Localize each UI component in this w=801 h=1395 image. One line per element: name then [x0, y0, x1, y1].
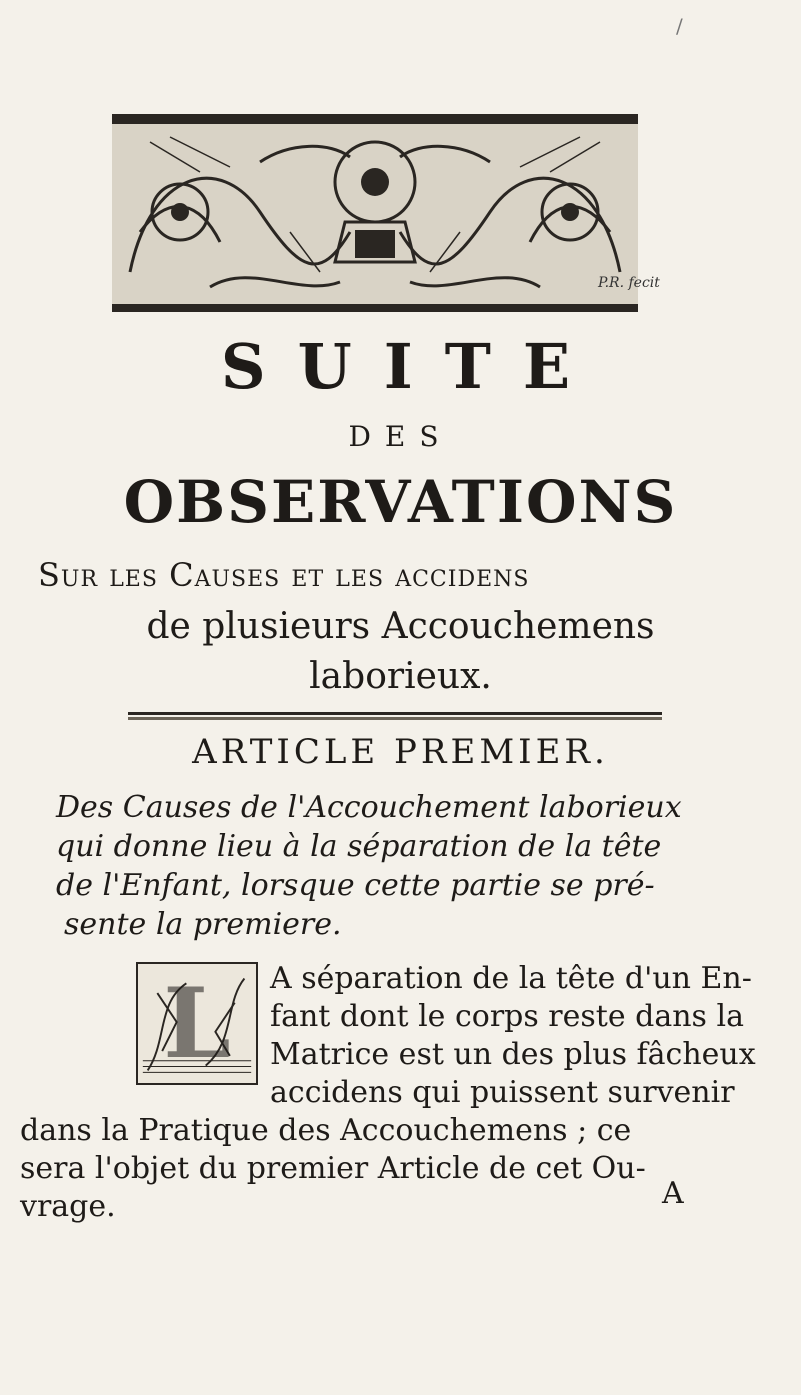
summary-line: Des Causes de l'Accouchement laborieux — [56, 790, 682, 825]
subtitle-line-3: laborieux. — [309, 656, 492, 697]
article-summary — [56, 788, 776, 944]
title-observations: OBSERVATIONS — [123, 468, 678, 536]
body-line: Matrice est un des plus fâcheux — [270, 1037, 756, 1072]
corner-mark: / — [676, 14, 683, 38]
body-line: accidens qui puissent survenir — [270, 1075, 735, 1110]
signature-mark: A — [662, 1176, 684, 1211]
body-line: A séparation de la tête d'un En- — [270, 961, 752, 996]
ornamental-rule — [128, 712, 662, 721]
body-line: vrage. — [20, 1189, 116, 1224]
body-line: fant dont le corps reste dans la — [270, 999, 744, 1034]
subtitle-line-2: de plusieurs Accouchemens — [146, 606, 655, 647]
summary-line: de l'Enfant, lorsque cette partie se pré- — [56, 868, 655, 903]
engraver-signature: P.R. fecit — [598, 275, 660, 291]
summary-line: sente la premiere. — [64, 907, 342, 942]
summary-line: qui donne lieu à la séparation de la tête — [56, 829, 662, 864]
article-heading: ARTICLE PREMIER. — [192, 732, 609, 772]
decorative-headpiece — [110, 112, 640, 320]
body-line: sera l'objet du premier Article de cet Ou- — [20, 1151, 646, 1186]
initial-letter: L — [163, 967, 231, 1080]
title-suite: SUITE — [220, 330, 603, 403]
title-des: DES — [348, 420, 453, 453]
body-line: dans la Pratique des Accouchemens ; ce — [20, 1113, 632, 1148]
subtitle-line-1: Sur les Causes et les accidens — [38, 556, 530, 594]
